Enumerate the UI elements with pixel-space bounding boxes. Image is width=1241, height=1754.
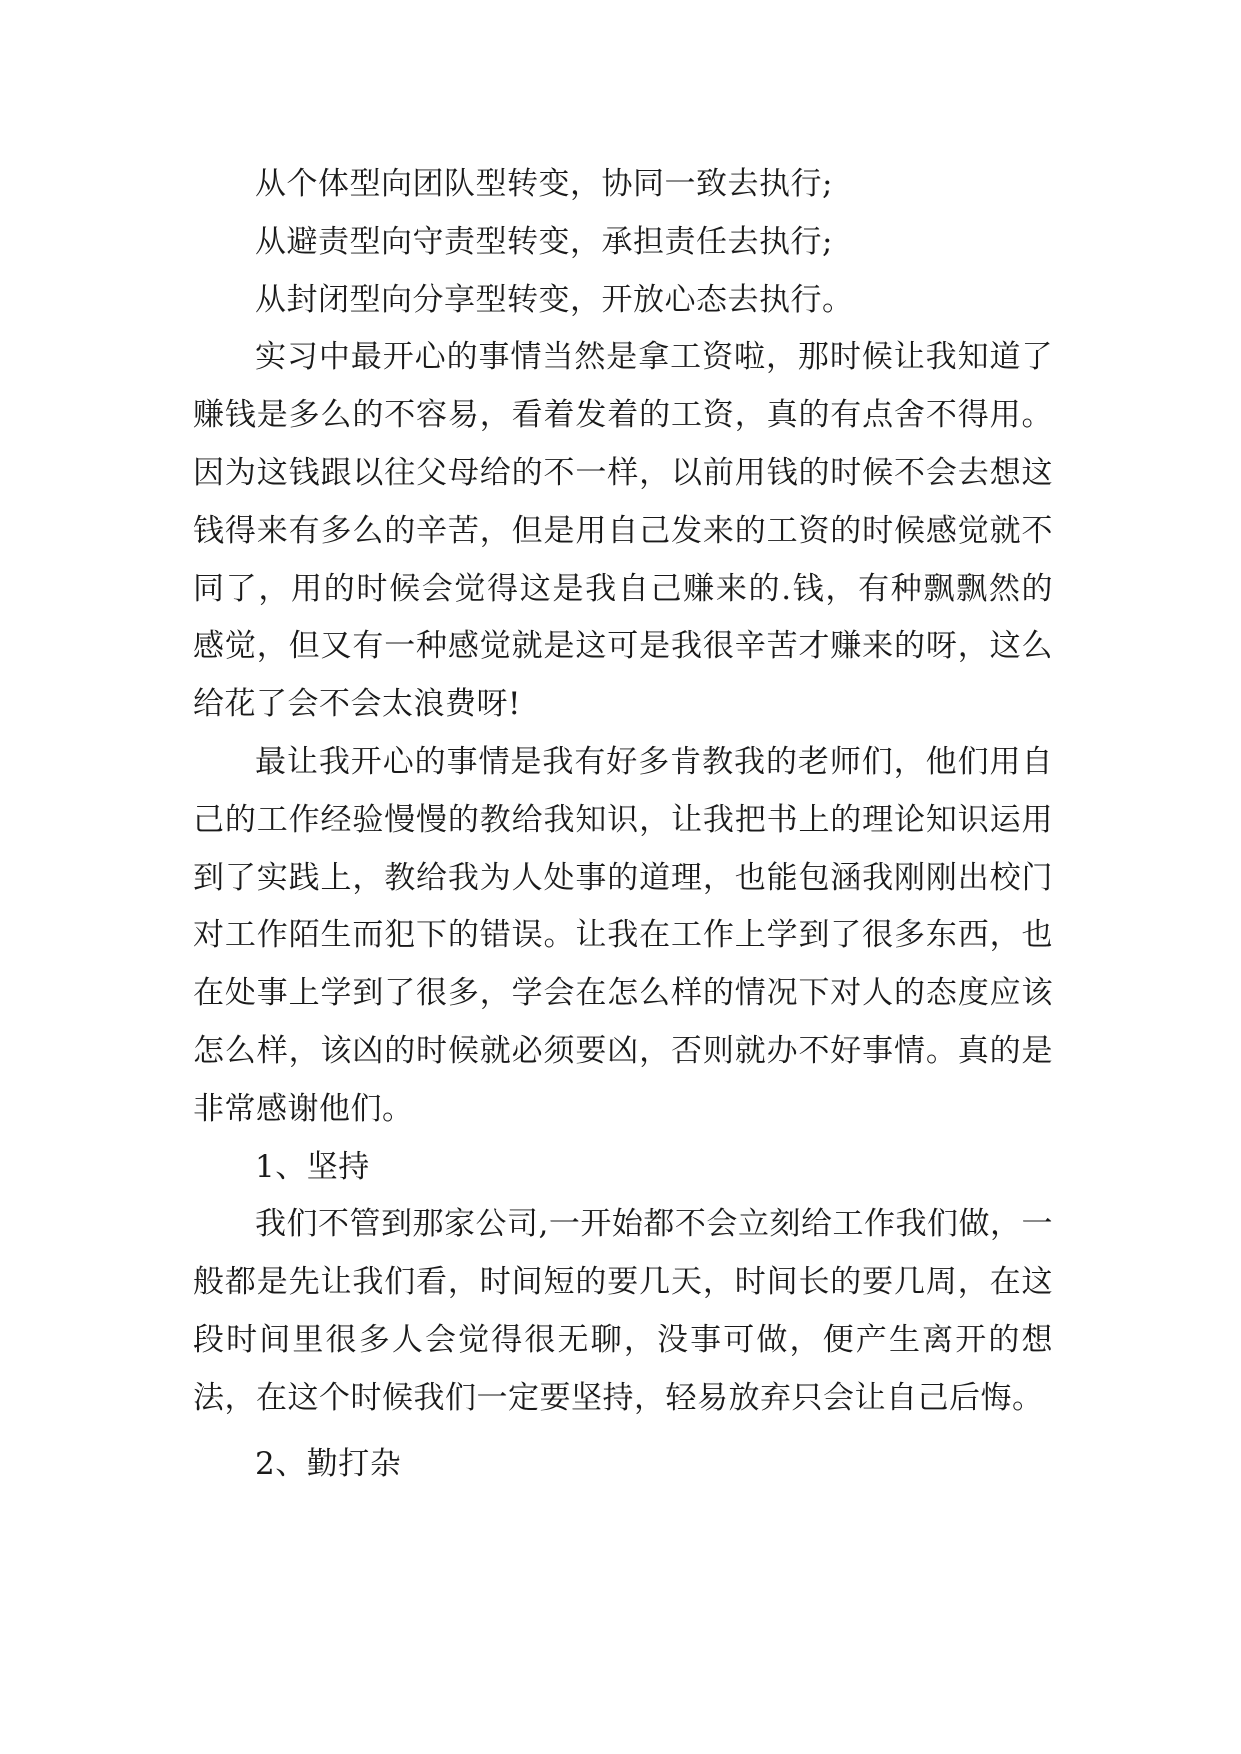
document-body — [193, 156, 1053, 1493]
paragraph-responsibility-execution: 从避责型向守责型转变，承担责任去执行; — [255, 223, 833, 260]
paragraph-open-mind-execution: 从封闭型向分享型转变，开放心态去执行。 — [255, 281, 854, 318]
paragraph-team-execution: 从个体型向团队型转变，协同一致去执行; — [255, 166, 833, 202]
paragraph-teachers: 最让我开心的事情是我有好多肯教我的老师们，他们用自己的工作经验慢慢的教给我知识，让我把书上的理论知识运用到了实践上，教给我为人处事的道理，也能包涵我刚刚出校门对工作陌生而犯下的错误。让我在工作上学到了很多东西，也在处事上学到了很多，学会在怎么样的情况下对人的态度应该怎么样，该凶的时候就必须要凶，否则就办不好事情。真的是非常感谢他们。 — [193, 743, 1053, 1127]
paragraph-salary: 实习中最开心的事情当然是拿工资啦，那时候让我知道了赚钱是多么的不容易，看着发着的工资，真的有点舍不得用。因为这钱跟以往父母给的不一样，以前用钱的时候不会去想这钱得来有多么的辛苦，但是用自己发来的工资的时候感觉就不同了，用的时候会觉得这是我自己赚来的.钱，有种飘飘然的感觉，但又有一种感觉就是这可是我很辛苦才赚来的呀，这么给花了会不会太浪费呀! — [193, 339, 1053, 723]
paragraph-persist: 我们不管到那家公司,一开始都不会立刻给工作我们做，一般都是先让我们看，时间短的要几天，时间长的要几周，在这段时间里很多人会觉得很无聊，没事可做，便产生离开的想法，在这个时候我们一定要坚持，轻易放弃只会让自己后悔。 — [193, 1206, 1053, 1416]
heading-odd-jobs: 2、勤打杂 — [255, 1445, 402, 1482]
heading-persist: 1、坚持 — [255, 1148, 370, 1185]
